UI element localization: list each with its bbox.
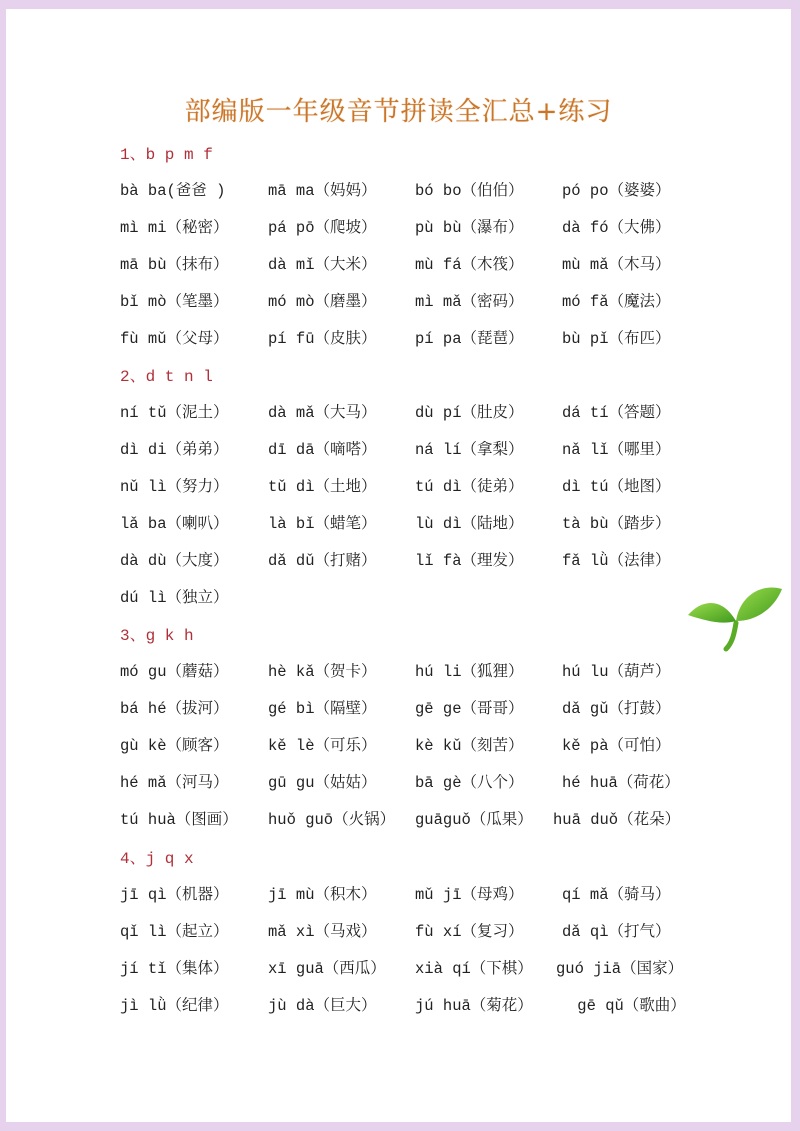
word-row — [6, 956, 791, 980]
word-row — [6, 807, 791, 831]
pinyin-word: kè kǔ（刻苦） — [415, 737, 524, 755]
page-title: 部编版一年级音节拼读全汇总+练习 — [184, 97, 613, 127]
pinyin-word: dà mǐ（大米） — [268, 256, 377, 274]
word-row — [6, 178, 791, 202]
word-row — [6, 215, 791, 239]
pinyin-word: jù dà（巨大） — [268, 997, 377, 1015]
section-heading: 2、d t n l — [120, 368, 213, 386]
pinyin-word: bǐ mò（笔墨） — [120, 293, 229, 311]
pinyin-word: gé bì（隔壁） — [268, 700, 377, 718]
pinyin-word: dà fó（大佛） — [562, 219, 671, 237]
section-heading: 3、g k h — [120, 627, 194, 645]
pinyin-word: nǔ lì（努力） — [120, 478, 229, 496]
pinyin-word: hè kǎ（贺卡） — [268, 663, 377, 681]
word-row — [6, 511, 791, 535]
pinyin-word: mǎ xì（马戏） — [268, 923, 377, 941]
pinyin-word: dǎ qì（打气） — [562, 923, 671, 941]
pinyin-word: bā gè（八个） — [415, 774, 524, 792]
pinyin-word: ná lí（拿梨） — [415, 441, 524, 459]
pinyin-word: lǎ ba（喇叭） — [120, 515, 229, 533]
pinyin-word: qǐ lì（起立） — [120, 923, 229, 941]
pinyin-word: mó mò（磨墨） — [268, 293, 377, 311]
pinyin-word: jī mù（积木） — [268, 886, 377, 904]
pinyin-word: dì tú（地图） — [562, 478, 671, 496]
pinyin-word: mù fá（木筏） — [415, 256, 524, 274]
pinyin-word: hú lu（葫芦） — [562, 663, 671, 681]
pinyin-word: guó jiā（国家） — [556, 960, 684, 978]
pinyin-word: pá pō（爬坡） — [268, 219, 377, 237]
pinyin-word: qí mǎ（骑马） — [562, 886, 671, 904]
pinyin-word: mā bù（抹布） — [120, 256, 229, 274]
worksheet-page — [6, 9, 791, 1122]
pinyin-word: gē ge（哥哥） — [415, 700, 524, 718]
pinyin-word: hé huā（荷花） — [562, 774, 680, 792]
pinyin-word: bù pǐ（布匹） — [562, 330, 671, 348]
pinyin-word: hú li（狐狸） — [415, 663, 524, 681]
pinyin-word: mǔ jī（母鸡） — [415, 886, 524, 904]
pinyin-word: tǔ dì（土地） — [268, 478, 377, 496]
pinyin-word: tú huà（图画） — [120, 811, 238, 829]
pinyin-word: mó fǎ（魔法） — [562, 293, 671, 311]
pinyin-word: bà ba(爸爸 ) — [120, 182, 226, 200]
word-row — [6, 289, 791, 313]
pinyin-word: gē qǔ（歌曲） — [568, 997, 686, 1015]
pinyin-word: dà mǎ（大马） — [268, 404, 377, 422]
pinyin-word: lù dì（陆地） — [415, 515, 524, 533]
word-row — [6, 919, 791, 943]
word-row — [6, 585, 791, 609]
pinyin-word: tà bù（踏步） — [562, 515, 671, 533]
pinyin-word: dù pí（肚皮） — [415, 404, 524, 422]
pinyin-word: kě lè（可乐） — [268, 737, 377, 755]
word-row — [6, 659, 791, 683]
pinyin-word: mù mǎ（木马） — [562, 256, 671, 274]
word-row — [6, 548, 791, 572]
pinyin-word: dú lì（独立） — [120, 589, 229, 607]
pinyin-word: pí fū（皮肤） — [268, 330, 377, 348]
word-row — [6, 437, 791, 461]
pinyin-word: là bǐ（蜡笔） — [268, 515, 377, 533]
pinyin-word: dà dù（大度） — [120, 552, 229, 570]
pinyin-word: xià qí（下棋） — [415, 960, 533, 978]
word-row — [6, 993, 791, 1017]
word-row — [6, 252, 791, 276]
pinyin-word: guāguǒ（瓜果） — [415, 811, 533, 829]
pinyin-word: bá hé（拔河） — [120, 700, 229, 718]
pinyin-word: jú huā（菊花） — [415, 997, 533, 1015]
pinyin-word: fù mǔ（父母） — [120, 330, 229, 348]
pinyin-word: fù xí（复习） — [415, 923, 524, 941]
pinyin-word: mā ma（妈妈） — [268, 182, 377, 200]
pinyin-word: dǎ gǔ（打鼓） — [562, 700, 671, 718]
pinyin-word: gū gu（姑姑） — [268, 774, 377, 792]
sprout-icon — [682, 575, 786, 655]
pinyin-word: kě pà（可怕） — [562, 737, 671, 755]
pinyin-word: nǎ lǐ（哪里） — [562, 441, 671, 459]
pinyin-word: dì di（弟弟） — [120, 441, 229, 459]
word-row — [6, 696, 791, 720]
pinyin-word: dī dā（嘀嗒） — [268, 441, 377, 459]
pinyin-word: mì mi（秘密） — [120, 219, 229, 237]
pinyin-word: fǎ lǜ（法律） — [562, 552, 671, 570]
pinyin-word: pí pa（琵琶） — [415, 330, 524, 348]
word-row — [6, 733, 791, 757]
word-row — [6, 326, 791, 350]
pinyin-word: dá tí（答题） — [562, 404, 671, 422]
word-row — [6, 400, 791, 424]
pinyin-word: pù bù（瀑布） — [415, 219, 524, 237]
pinyin-word: ní tǔ（泥土） — [120, 404, 229, 422]
pinyin-word: mì mǎ（密码） — [415, 293, 524, 311]
pinyin-word: huā duǒ（花朵） — [553, 811, 681, 829]
pinyin-word: hé mǎ（河马） — [120, 774, 229, 792]
pinyin-word: lǐ fà（理发） — [415, 552, 524, 570]
pinyin-word: huǒ guō（火锅） — [268, 811, 396, 829]
pinyin-word: tú dì（徒弟） — [415, 478, 524, 496]
pinyin-word: dǎ dǔ（打赌） — [268, 552, 377, 570]
section-heading: 1、b p m f — [120, 146, 213, 164]
word-row — [6, 770, 791, 794]
pinyin-word: pó po（婆婆） — [562, 182, 671, 200]
pinyin-word: jì lǜ（纪律） — [120, 997, 229, 1015]
pinyin-word: jí tǐ（集体） — [120, 960, 229, 978]
pinyin-word: mó gu（蘑菇） — [120, 663, 229, 681]
word-row — [6, 474, 791, 498]
pinyin-word: gù kè（顾客） — [120, 737, 229, 755]
section-heading: 4、j q x — [120, 850, 194, 868]
pinyin-word: jī qì（机器） — [120, 886, 229, 904]
word-row — [6, 882, 791, 906]
pinyin-word: xī guā（西瓜） — [268, 960, 386, 978]
pinyin-word: bó bo（伯伯） — [415, 182, 524, 200]
